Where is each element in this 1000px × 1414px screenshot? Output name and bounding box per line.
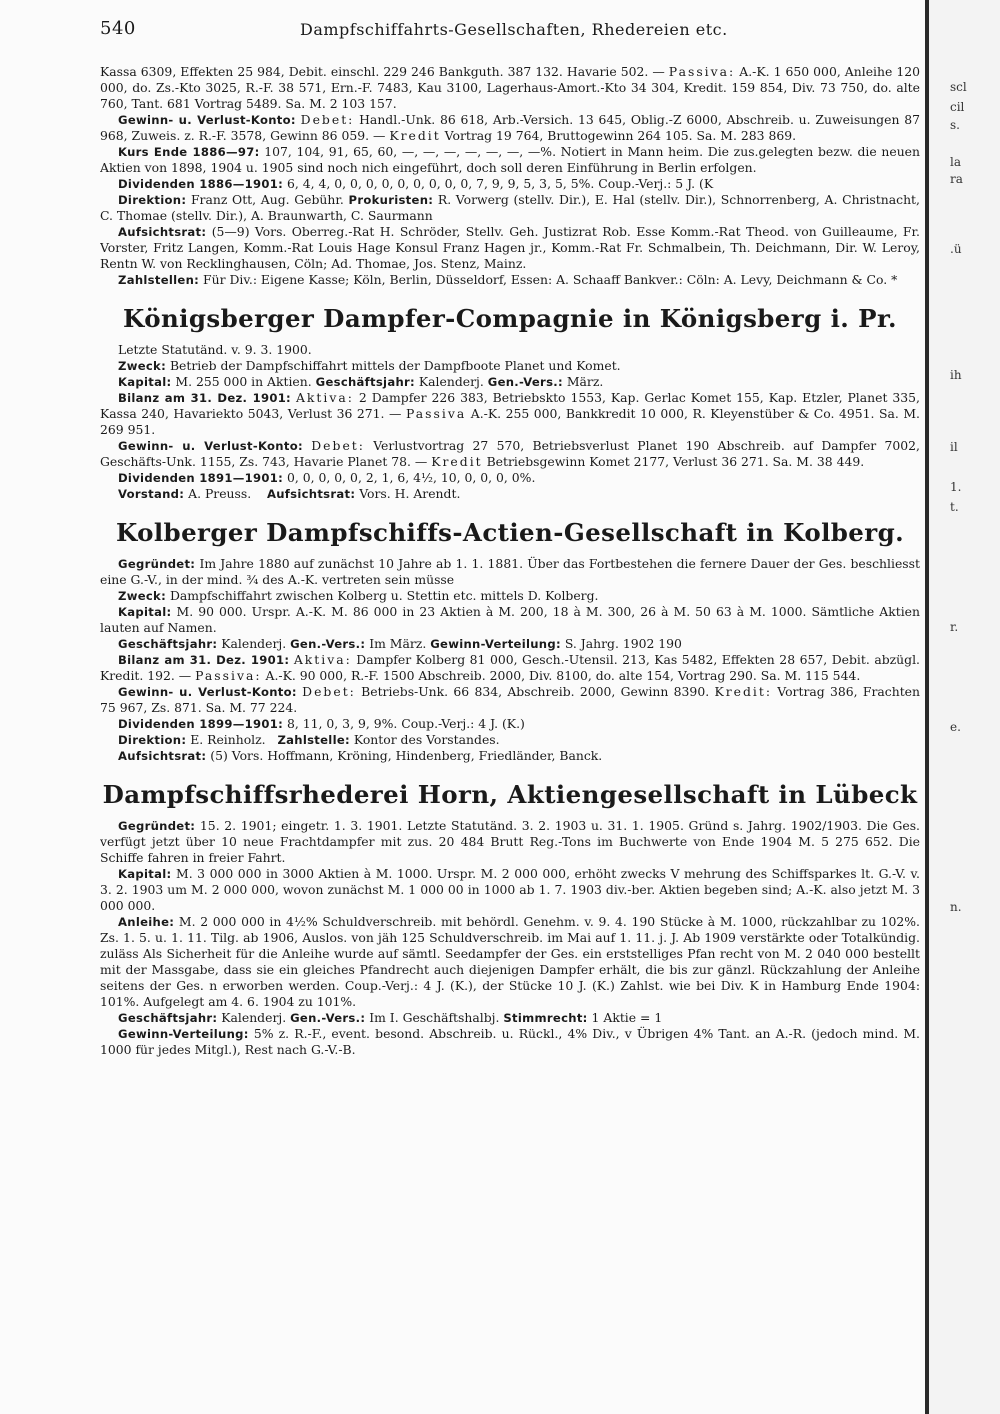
horn-gegruendet: Gegründet: 15. 2. 1901; eingetr. 1. 3. 1901. Letzte Statutänd. 3. 2. 1903 u. 31. 1. 1905. Gründ s. Jahrg. 1902/1903. Die Ges. verfügt jetzt über 10 neue Frachtdampfer mit zus. 20 484 Brutt Reg.-Tons im Buchwerte von Ende 1904 M. 5 275 652. Die Schiffe fahren in freier Fahrt.	[100, 818, 920, 865]
company-title-koenigsberg: Königsberger Dampfer-Compagnie in Königsberg i. Pr.	[123, 304, 897, 333]
kolberg-zweck: Zweck: Dampfschiffahrt zwischen Kolberg u. Stettin etc. mittels D. Kolberg.	[118, 588, 599, 603]
facing-page-fragment: .ü	[950, 242, 962, 256]
horn-gewinn-verteilung: Gewinn-Verteilung: 5% z. R.-F., event. besond. Abschreib. u. Rückl., 4% Div., v Übrigen 4% Tant. an A.-R. (jedoch mind. M. 1000 für jedes Mitgl.), Rest nach G.-V.-B.	[100, 1026, 920, 1057]
facing-page-fragment: s.	[950, 118, 960, 132]
running-title: Dampfschiffahrts-Gesellschaften, Rhedereien etc.	[300, 20, 728, 39]
facing-page-fragment: scl	[950, 80, 967, 94]
facing-page-fragment: e.	[950, 720, 961, 734]
koenigsberg-vorstand: Vorstand: A. Preuss. Aufsichtsrat: Vors. H. Arendt.	[118, 486, 461, 501]
koenigsberg-kapital: Kapital: M. 255 000 in Aktien. Geschäftsjahr: Kalenderj. Gen.-Vers.: März.	[118, 374, 604, 389]
text-column	[100, 64, 920, 1400]
prev-direktion: Direktion: Franz Ott, Aug. Gebühr. Prokuristen: R. Vorwerg (stellv. Dir.), E. Hal (stellv. Dir.), Schnorrenberg, A. Christnacht, C. Thomae (stellv. Dir.), A. Braunwarth, C. Saurmann	[100, 192, 920, 223]
kolberg-geschaeftsjahr: Geschäftsjahr: Kalenderj. Gen.-Vers.: Im März. Gewinn-Verteilung: S. Jahrg. 1902 190	[118, 636, 682, 651]
page-number: 540	[100, 18, 136, 39]
company-title-kolberg: Kolberger Dampfschiffs-Actien-Gesellschaft in Kolberg.	[115, 518, 905, 547]
koenigsberg-bilanz: Bilanz am 31. Dez. 1901: Aktiva: 2 Dampfer 226 383, Betriebskto 1553, Kap. Gerlac Komet 155, Kap. Etzler, Planet 335, Kassa 240, Havariekto 5043, Verlust 36 271. — Passiva A.-K. 255 000, Bankkredit 10 000, R. Kleyenstüber & Co. 4951. Sa. M. 269 951.	[100, 390, 920, 437]
facing-page-fragment: ih	[950, 368, 962, 382]
prev-guv: Gewinn- u. Verlust-Konto: Debet: Handl.-Unk. 86 618, Arb.-Versich. 13 645, Oblig.-Z 6000, Abschreib. u. Zuweisungen 87 968, Zuweis. z. R.-F. 3578, Gewinn 86 059. — Kredit Vortrag 19 764, Bruttogewinn 264 105. Sa. M. 283 869.	[100, 112, 920, 143]
kolberg-gegruendet: Gegründet: Im Jahre 1880 auf zunächst 10 Jahre ab 1. 1. 1881. Über das Fortbestehen die fernere Dauer der Ges. beschliesst eine G.-V., in der mind. ¾ des A.-K. vertreten sein müsse	[100, 556, 920, 587]
prev-bilanz-line: Kassa 6309, Effekten 25 984, Debit. einschl. 229 246 Bankguth. 387 132. Havarie 502. — Passiva: A.-K. 1 650 000, Anleihe 120 000, do. Zs.-Kto 3025, R.-F. 38 571, Ern.-F. 7483, Kau 3100, Lagerhaus-Amort.-Kto 34 304, Kredit. 159 854, Div. 73 750, do. alte 760, Tant. 681 Vortrag 5489. Sa. M. 2 103 157.	[100, 64, 920, 111]
facing-page-fragment: il	[950, 440, 958, 454]
facing-page-fragment: ra	[950, 172, 963, 186]
facing-page-fragment: n.	[950, 900, 962, 914]
horn-geschaeftsjahr: Geschäftsjahr: Kalenderj. Gen.-Vers.: Im I. Geschäftshalbj. Stimmrecht: 1 Aktie = 1	[118, 1010, 663, 1025]
koenigsberg-dividenden: Dividenden 1891—1901: 0, 0, 0, 0, 0, 2, 1, 6, 4½, 10, 0, 0, 0, 0%.	[118, 470, 536, 485]
company-title-horn: Dampfschiffsrhederei Horn, Aktiengesellschaft in Lübeck	[102, 780, 918, 809]
horn-anleihe: Anleihe: M. 2 000 000 in 4½% Schuldverschreib. mit behördl. Genehm. v. 9. 4. 190 Stücke à M. 1000, rückzahlbar zu 102%. Zs. 1. 5. u. 1. 11. Tilg. ab 1906, Auslos. von jäh 125 Schuldverschreib. im Mai auf 1. 11. j. J. Ab 1909 verstärkte oder Totalkündig. zuläss Als Sicherheit für die Anleihe wurde auf sämtl. Seedampfer der Ges. ein erststelliges Pfan recht von M. 2 040 000 bestellt mit der Massgabe, dass sie ein gleiches Pfandrecht auch diejenigen Dampfer erhält, die bis zur gänzl. Rückzahlung der Anleihe seitens der Ges. n erworben werden. Coup.-Verj.: 4 J. (K.), der Stücke 10 J. (K.) Zahlst. wie bei Div. K in Hamburg Ende 1904: 101%. Aufgelegt am 4. 6. 1904 zu 101%.	[100, 914, 920, 1009]
prev-kurs: Kurs Ende 1886—97: 107, 104, 91, 65, 60, —, —, —, —, —, —, —%. Notiert in Mann heim. Die zus.gelegten bezw. die neuen Aktien von 1898, 1904 u. 1905 sind noch nich eingeführt, doch soll deren Einführung in Berlin erfolgen.	[100, 144, 920, 175]
facing-page-fragment: r.	[950, 620, 959, 634]
prev-dividenden: Dividenden 1886—1901: 6, 4, 4, 0, 0, 0, 0, 0, 0, 0, 0, 0, 7, 9, 9, 5, 3, 5, 5%. Coup.-Verj.: 5 J. (K	[118, 176, 714, 191]
facing-page-fragment: cil	[950, 100, 965, 114]
facing-page-fragment: t.	[950, 500, 959, 514]
kolberg-direktion: Direktion: E. Reinholz. Zahlstelle: Kontor des Vorstandes.	[118, 732, 500, 747]
facing-page-fragment: la	[950, 155, 961, 169]
prev-zahlstellen: Zahlstellen: Für Div.: Eigene Kasse; Köln, Berlin, Düsseldorf, Essen: A. Schaaff Bankver.: Cöln: A. Levy, Deichmann & Co. *	[118, 272, 898, 287]
prev-aufsichtsrat: Aufsichtsrat: (5—9) Vors. Oberreg.-Rat H. Schröder, Stellv. Geh. Justizrat Rob. Esse Komm.-Rat Theod. von Guilleaume, Fr. Vorster, Fritz Langen, Komm.-Rat Louis Hage Konsul Franz Hagen jr., Komm.-Rat Fr. Schmalbein, Th. Deichmann, Dir. W. Leroy, Rentn W. von Recklinghausen, Cöln; Ad. Thomae, Jos. Stenz, Mainz.	[100, 224, 920, 271]
kolberg-dividenden: Dividenden 1899—1901: 8, 11, 0, 3, 9, 9%. Coup.-Verj.: 4 J. (K.)	[118, 716, 525, 731]
kolberg-bilanz: Bilanz am 31. Dez. 1901: Aktiva: Dampfer Kolberg 81 000, Gesch.-Utensil. 213, Kas 5482, Effekten 28 657, Debit. abzügl. Kredit. 192. — Passiva: A.-K. 90 000, R.-F. 1500 Abschreib. 2000, Div. 8100, do. alte 154, Vortrag 290. Sa. M. 115 544.	[100, 652, 920, 683]
facing-page-margin	[929, 0, 1000, 1414]
horn-kapital: Kapital: M. 3 000 000 in 3000 Aktien à M. 1000. Urspr. M. 2 000 000, erhöht zwecks V mehrung des Schiffsparkes lt. G.-V. v. 3. 2. 1903 um M. 2 000 000, wovon zunächst M. 1 000 00 in 1000 ab 1. 7. 1903 div.-ber. Aktien begeben sind; A.-K. also jetzt M. 3 000 000.	[100, 866, 920, 913]
page-header	[100, 18, 920, 42]
facing-page-fragment: 1.	[950, 480, 962, 494]
koenigsberg-statut: Letzte Statutänd. v. 9. 3. 1900.	[118, 342, 312, 357]
kolberg-guv: Gewinn- u. Verlust-Konto: Debet: Betriebs-Unk. 66 834, Abschreib. 2000, Gewinn 8390. Kredit: Vortrag 386, Frachten 75 967, Zs. 871. Sa. M. 77 224.	[100, 684, 920, 715]
kolberg-aufsichtsrat: Aufsichtsrat: (5) Vors. Hoffmann, Kröning, Hindenberg, Friedländer, Banck.	[118, 748, 603, 763]
koenigsberg-guv: Gewinn- u. Verlust-Konto: Debet: Verlustvortrag 27 570, Betriebsverlust Planet 190 Abschreib. auf Dampfer 7002, Geschäfts-Unk. 1155, Zs. 743, Havarie Planet 78. — Kredit Betriebsgewinn Komet 2177, Verlust 36 271. Sa. M. 38 449.	[100, 438, 920, 469]
kolberg-kapital: Kapital: M. 90 000. Urspr. A.-K. M. 86 000 in 23 Aktien à M. 200, 18 à M. 300, 26 à M. 50 63 à M. 1000. Sämtliche Aktien lauten auf Namen.	[100, 604, 920, 635]
koenigsberg-zweck: Zweck: Betrieb der Dampfschiffahrt mittels der Dampfboote Planet und Komet.	[118, 358, 621, 373]
